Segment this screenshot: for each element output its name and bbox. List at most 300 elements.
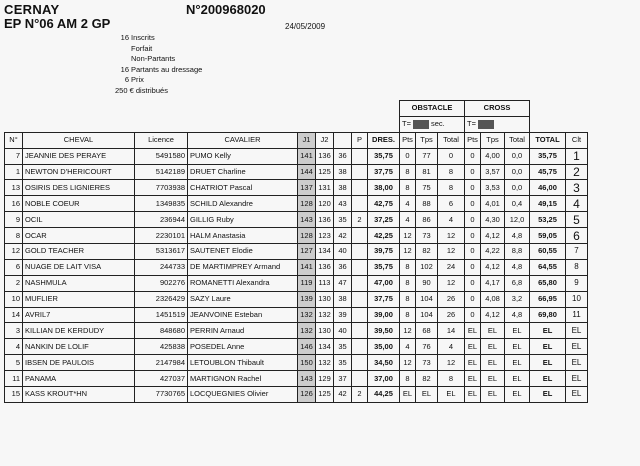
stat-line: Non-Partants xyxy=(131,54,176,63)
cell-cavalier: POSEDEL Anne xyxy=(188,339,298,355)
cell-dres: 47,00 xyxy=(368,275,400,291)
cell-j2: 136 xyxy=(316,148,334,164)
cell-cavalier: SAZY Laure xyxy=(188,291,298,307)
cell-cto: 3,2 xyxy=(505,291,530,307)
cell-j1: 128 xyxy=(298,228,316,244)
cell-cavalier: SCHILD Alexandre xyxy=(188,196,298,212)
cell-cto: EL xyxy=(505,323,530,339)
table-row xyxy=(5,339,588,355)
cell-total: 60,55 xyxy=(530,244,566,260)
cell-j2: 136 xyxy=(316,259,334,275)
cell-j3: 38 xyxy=(334,180,352,196)
table-row xyxy=(5,291,588,307)
cell-j2: 130 xyxy=(316,291,334,307)
cell-n: 16 xyxy=(5,196,23,212)
cell-ct: 4,22 xyxy=(481,244,505,260)
cell-op: 8 xyxy=(400,371,416,387)
cell-cavalier: PERRIN Arnaud xyxy=(188,323,298,339)
cell-j3: 36 xyxy=(334,259,352,275)
cell-n: 1 xyxy=(5,164,23,180)
event-number: N°200968020 xyxy=(186,2,266,17)
cell-j1: 150 xyxy=(298,355,316,371)
cell-j3: 36 xyxy=(334,148,352,164)
cell-cavalier: ROMANETTI Alexandra xyxy=(188,275,298,291)
cell-oto: 24 xyxy=(438,259,465,275)
col-header: Pts xyxy=(400,132,416,148)
cell-j2: 125 xyxy=(316,387,334,403)
cell-cavalier: DE MARTIMPREY Armand xyxy=(188,259,298,275)
cell-cheval: NASHMULA xyxy=(23,275,135,291)
cell-cheval: GOLD TEACHER xyxy=(23,244,135,260)
cell-j2: 130 xyxy=(316,323,334,339)
cell-cto: 4,8 xyxy=(505,307,530,323)
cell-clt: 1 xyxy=(566,148,588,164)
cell-ct: EL xyxy=(481,355,505,371)
cell-n: 2 xyxy=(5,275,23,291)
cell-cto: 6,8 xyxy=(505,275,530,291)
cell-cheval: PANAMA xyxy=(23,371,135,387)
cell-total: 46,00 xyxy=(530,180,566,196)
cell-licence: 244733 xyxy=(135,259,188,275)
cell-cavalier: PUMO Kelly xyxy=(188,148,298,164)
table-row xyxy=(5,307,588,323)
cell-ct: EL xyxy=(481,339,505,355)
cell-dres: 39,00 xyxy=(368,307,400,323)
cell-ct: 4,30 xyxy=(481,212,505,228)
cell-clt: 4 xyxy=(566,196,588,212)
cell-ot: 81 xyxy=(416,164,438,180)
cell-cavalier: SAUTENET Elodie xyxy=(188,244,298,260)
cell-licence: 902276 xyxy=(135,275,188,291)
cell-p xyxy=(352,259,368,275)
cell-j2: 125 xyxy=(316,164,334,180)
cell-p: 2 xyxy=(352,212,368,228)
cell-p xyxy=(352,164,368,180)
cell-n: 11 xyxy=(5,371,23,387)
cell-dres: 38,00 xyxy=(368,180,400,196)
cell-j1: 128 xyxy=(298,196,316,212)
cell-dres: 42,25 xyxy=(368,228,400,244)
table-row xyxy=(5,164,588,180)
cell-cp: EL xyxy=(465,323,481,339)
cell-total: EL xyxy=(530,387,566,403)
col-header xyxy=(334,132,352,148)
table-row xyxy=(5,180,588,196)
cell-ot: 73 xyxy=(416,355,438,371)
cell-ct: 4,17 xyxy=(481,275,505,291)
cell-cheval: NEWTON D'HERICOURT xyxy=(23,164,135,180)
cell-j2: 113 xyxy=(316,275,334,291)
cell-cp: 0 xyxy=(465,275,481,291)
cell-j1: 144 xyxy=(298,164,316,180)
event-date: 24/05/2009 xyxy=(285,22,326,31)
cell-cavalier: CHATRIOT Pascal xyxy=(188,180,298,196)
cell-clt: EL xyxy=(566,339,588,355)
cell-dres: 37,75 xyxy=(368,291,400,307)
stat-line: 250 € distribués xyxy=(115,85,168,95)
cell-cp: 0 xyxy=(465,196,481,212)
cell-cp: 0 xyxy=(465,148,481,164)
cell-j2: 132 xyxy=(316,355,334,371)
cell-j2: 131 xyxy=(316,180,334,196)
cell-oto: 14 xyxy=(438,323,465,339)
cell-p xyxy=(352,180,368,196)
cell-licence: 7703938 xyxy=(135,180,188,196)
cell-ot: 68 xyxy=(416,323,438,339)
cell-total: 66,95 xyxy=(530,291,566,307)
cell-p xyxy=(352,371,368,387)
cell-cto: 0,0 xyxy=(505,180,530,196)
cell-ct: 4,12 xyxy=(481,259,505,275)
cell-licence: 5491580 xyxy=(135,148,188,164)
cell-dres: 37,75 xyxy=(368,164,400,180)
cell-dres: 39,75 xyxy=(368,244,400,260)
cell-j1: 127 xyxy=(298,244,316,260)
cell-j1: 141 xyxy=(298,259,316,275)
page-title: CERNAY xyxy=(4,2,60,17)
cell-cp: 0 xyxy=(465,307,481,323)
col-header: CAVALIER xyxy=(188,132,298,148)
obstacle-group-header: OBSTACLE xyxy=(400,101,465,117)
col-header: Tps xyxy=(481,132,505,148)
cell-licence: 2147984 xyxy=(135,355,188,371)
cell-oto: 12 xyxy=(438,244,465,260)
redacted-box xyxy=(478,120,494,129)
cell-total: 65,80 xyxy=(530,275,566,291)
cell-oto: 6 xyxy=(438,196,465,212)
cell-n: 7 xyxy=(5,148,23,164)
cell-ot: 88 xyxy=(416,196,438,212)
cell-j1: 132 xyxy=(298,307,316,323)
cell-p xyxy=(352,228,368,244)
stat-line: 6 Prix xyxy=(124,75,144,84)
cell-total: 69,80 xyxy=(530,307,566,323)
cell-cheval: IBSEN DE PAULOIS xyxy=(23,355,135,371)
cell-ot: 82 xyxy=(416,244,438,260)
cell-licence: 1349835 xyxy=(135,196,188,212)
cell-cp: EL xyxy=(465,355,481,371)
cell-total: EL xyxy=(530,323,566,339)
cell-total: EL xyxy=(530,371,566,387)
cell-clt: 6 xyxy=(566,228,588,244)
cell-cp: 0 xyxy=(465,244,481,260)
col-header: CHEVAL xyxy=(23,132,135,148)
cell-op: 8 xyxy=(400,259,416,275)
participation-stats xyxy=(115,33,202,96)
cell-cheval: JEANNIE DES PERAYE xyxy=(23,148,135,164)
cell-cp: 0 xyxy=(465,259,481,275)
cell-cp: 0 xyxy=(465,291,481,307)
cell-op: 8 xyxy=(400,164,416,180)
cell-cavalier: GILLIG Ruby xyxy=(188,212,298,228)
cell-n: 9 xyxy=(5,212,23,228)
event-subtitle: EP N°06 AM 2 GP xyxy=(4,16,111,31)
cell-cto: 4,8 xyxy=(505,259,530,275)
cell-j3: 39 xyxy=(334,307,352,323)
cell-cavalier: LETOUBLON Thibault xyxy=(188,355,298,371)
cell-clt: EL xyxy=(566,323,588,339)
cell-total: 59,05 xyxy=(530,228,566,244)
cell-op: 4 xyxy=(400,212,416,228)
cell-licence: 425838 xyxy=(135,339,188,355)
cell-j3: 35 xyxy=(334,339,352,355)
cell-cp: 0 xyxy=(465,164,481,180)
cell-clt: 10 xyxy=(566,291,588,307)
cell-j1: 146 xyxy=(298,339,316,355)
table-row xyxy=(5,387,588,403)
cell-cp: 0 xyxy=(465,228,481,244)
cell-p xyxy=(352,244,368,260)
cell-cto: 0,0 xyxy=(505,164,530,180)
cell-cheval: AVRIL7 xyxy=(23,307,135,323)
cell-p: 2 xyxy=(352,387,368,403)
cell-op: 12 xyxy=(400,355,416,371)
table-row xyxy=(5,371,588,387)
cell-oto: 12 xyxy=(438,355,465,371)
table-row xyxy=(5,244,588,260)
cell-n: 8 xyxy=(5,228,23,244)
cell-j3: 37 xyxy=(334,371,352,387)
cell-p xyxy=(352,291,368,307)
cell-j3: 43 xyxy=(334,196,352,212)
cell-licence: 848680 xyxy=(135,323,188,339)
cell-j1: 141 xyxy=(298,148,316,164)
cell-dres: 44,25 xyxy=(368,387,400,403)
cell-ot: 90 xyxy=(416,275,438,291)
cell-ct: 4,12 xyxy=(481,228,505,244)
cell-op: 12 xyxy=(400,244,416,260)
col-header: N° xyxy=(5,132,23,148)
cell-clt: EL xyxy=(566,371,588,387)
cell-j2: 120 xyxy=(316,196,334,212)
cell-licence: 7730765 xyxy=(135,387,188,403)
cell-j2: 123 xyxy=(316,228,334,244)
cell-cto: 8,8 xyxy=(505,244,530,260)
cell-cheval: NUAGE DE LAIT VISA xyxy=(23,259,135,275)
table-row xyxy=(5,228,588,244)
cell-ot: 104 xyxy=(416,291,438,307)
table-row xyxy=(5,212,588,228)
cell-op: 4 xyxy=(400,339,416,355)
cell-ot: 77 xyxy=(416,148,438,164)
obstacle-time-allowed: T= sec. xyxy=(400,116,465,132)
cell-oto: 4 xyxy=(438,212,465,228)
cell-cheval: MUFLIER xyxy=(23,291,135,307)
cell-ot: EL xyxy=(416,387,438,403)
col-header: Pts xyxy=(465,132,481,148)
cell-j2: 134 xyxy=(316,244,334,260)
cell-cheval: OSIRIS DES LIGNIERES xyxy=(23,180,135,196)
cell-op: 8 xyxy=(400,307,416,323)
cell-ot: 73 xyxy=(416,228,438,244)
cell-licence: 1451519 xyxy=(135,307,188,323)
col-header: J1 xyxy=(298,132,316,148)
cell-clt: 5 xyxy=(566,212,588,228)
cell-p xyxy=(352,148,368,164)
cell-op: 12 xyxy=(400,323,416,339)
cell-op: 8 xyxy=(400,180,416,196)
cell-total: 64,55 xyxy=(530,259,566,275)
cell-dres: 42,75 xyxy=(368,196,400,212)
cell-cto: EL xyxy=(505,355,530,371)
table-row xyxy=(5,196,588,212)
cell-clt: 8 xyxy=(566,259,588,275)
cell-cavalier: MARTIGNON Rachel xyxy=(188,371,298,387)
table-row xyxy=(5,259,588,275)
cell-oto: 12 xyxy=(438,228,465,244)
cell-clt: 2 xyxy=(566,164,588,180)
col-header: Licence xyxy=(135,132,188,148)
cell-j2: 129 xyxy=(316,371,334,387)
cell-clt: EL xyxy=(566,355,588,371)
cell-cto: EL xyxy=(505,339,530,355)
col-header: Total xyxy=(505,132,530,148)
cell-j3: 38 xyxy=(334,164,352,180)
cross-group-header: CROSS xyxy=(465,101,530,117)
cell-total: EL xyxy=(530,355,566,371)
cell-oto: 8 xyxy=(438,180,465,196)
cell-j1: 143 xyxy=(298,212,316,228)
cell-j1: 126 xyxy=(298,387,316,403)
cross-time-allowed: T= xyxy=(465,116,530,132)
cell-op: 8 xyxy=(400,291,416,307)
cell-cavalier: LOCQUEGNIES Olivier xyxy=(188,387,298,403)
cell-p xyxy=(352,323,368,339)
cell-cto: 12,0 xyxy=(505,212,530,228)
cell-ct: 4,00 xyxy=(481,148,505,164)
cell-oto: EL xyxy=(438,387,465,403)
cell-ct: 4,12 xyxy=(481,307,505,323)
cell-total: 35,75 xyxy=(530,148,566,164)
cell-n: 6 xyxy=(5,259,23,275)
cell-j3: 35 xyxy=(334,212,352,228)
cell-op: 4 xyxy=(400,196,416,212)
cell-ct: EL xyxy=(481,323,505,339)
cell-oto: 8 xyxy=(438,371,465,387)
cell-licence: 427037 xyxy=(135,371,188,387)
cell-oto: 26 xyxy=(438,291,465,307)
cell-p xyxy=(352,339,368,355)
cell-ct: 3,57 xyxy=(481,164,505,180)
cell-p xyxy=(352,275,368,291)
table-row xyxy=(5,323,588,339)
col-header: TOTAL xyxy=(530,132,566,148)
cell-ot: 86 xyxy=(416,212,438,228)
cell-total: EL xyxy=(530,339,566,355)
cell-cavalier: HALM Anastasia xyxy=(188,228,298,244)
cell-op: 12 xyxy=(400,228,416,244)
cell-n: 10 xyxy=(5,291,23,307)
cell-cto: 4,8 xyxy=(505,228,530,244)
cell-p xyxy=(352,355,368,371)
cell-j2: 134 xyxy=(316,339,334,355)
cell-j1: 132 xyxy=(298,323,316,339)
cell-oto: 26 xyxy=(438,307,465,323)
cell-n: 15 xyxy=(5,387,23,403)
cell-ct: EL xyxy=(481,387,505,403)
cell-p xyxy=(352,196,368,212)
col-header: DRES. xyxy=(368,132,400,148)
cell-total: 45,75 xyxy=(530,164,566,180)
cell-n: 12 xyxy=(5,244,23,260)
cell-cp: EL xyxy=(465,339,481,355)
cell-cheval: KASS KROUT*HN xyxy=(23,387,135,403)
col-header: P xyxy=(352,132,368,148)
cell-j3: 47 xyxy=(334,275,352,291)
cell-cto: 0,0 xyxy=(505,148,530,164)
cell-cto: 0,4 xyxy=(505,196,530,212)
cell-cheval: NANKIN DE LOLIF xyxy=(23,339,135,355)
cell-licence: 2230101 xyxy=(135,228,188,244)
cell-ot: 102 xyxy=(416,259,438,275)
cell-ot: 76 xyxy=(416,339,438,355)
cell-ct: 3,53 xyxy=(481,180,505,196)
cell-j3: 35 xyxy=(334,355,352,371)
cell-cp: 0 xyxy=(465,180,481,196)
cell-dres: 39,50 xyxy=(368,323,400,339)
cell-cp: EL xyxy=(465,371,481,387)
cell-cp: EL xyxy=(465,387,481,403)
cell-total: 53,25 xyxy=(530,212,566,228)
cell-op: EL xyxy=(400,387,416,403)
cell-n: 13 xyxy=(5,180,23,196)
cell-dres: 37,25 xyxy=(368,212,400,228)
cell-cheval: OCAR xyxy=(23,228,135,244)
cell-j3: 40 xyxy=(334,323,352,339)
column-header-row xyxy=(5,132,588,148)
cell-op: 0 xyxy=(400,148,416,164)
results-table xyxy=(4,100,588,403)
cell-cheval: OCIL xyxy=(23,212,135,228)
cell-dres: 37,00 xyxy=(368,371,400,387)
cell-oto: 4 xyxy=(438,339,465,355)
cell-ct: 4,01 xyxy=(481,196,505,212)
cell-p xyxy=(352,307,368,323)
table-row xyxy=(5,355,588,371)
cell-clt: EL xyxy=(566,387,588,403)
cell-j2: 132 xyxy=(316,307,334,323)
cell-clt: 7 xyxy=(566,244,588,260)
stat-line: Forfait xyxy=(131,43,153,53)
cell-ct: 4,08 xyxy=(481,291,505,307)
cell-ot: 104 xyxy=(416,307,438,323)
redacted-box xyxy=(413,120,429,129)
cell-cheval: KILLIAN DE KERDUDY xyxy=(23,323,135,339)
col-header: J2 xyxy=(316,132,334,148)
cell-cavalier: JEANVOINE Esteban xyxy=(188,307,298,323)
cell-j3: 42 xyxy=(334,228,352,244)
cell-cp: 0 xyxy=(465,212,481,228)
cell-op: 8 xyxy=(400,275,416,291)
cell-n: 4 xyxy=(5,339,23,355)
cell-n: 3 xyxy=(5,323,23,339)
col-header: Total xyxy=(438,132,465,148)
cell-total: 49,15 xyxy=(530,196,566,212)
cell-j1: 143 xyxy=(298,371,316,387)
cell-dres: 35,75 xyxy=(368,259,400,275)
cell-j1: 137 xyxy=(298,180,316,196)
cell-dres: 34,50 xyxy=(368,355,400,371)
cell-dres: 35,75 xyxy=(368,148,400,164)
cell-n: 14 xyxy=(5,307,23,323)
cell-licence: 5313617 xyxy=(135,244,188,260)
table-row xyxy=(5,148,588,164)
cell-licence: 5142189 xyxy=(135,164,188,180)
cell-clt: 3 xyxy=(566,180,588,196)
cell-j3: 42 xyxy=(334,387,352,403)
cell-ot: 75 xyxy=(416,180,438,196)
cell-oto: 0 xyxy=(438,148,465,164)
